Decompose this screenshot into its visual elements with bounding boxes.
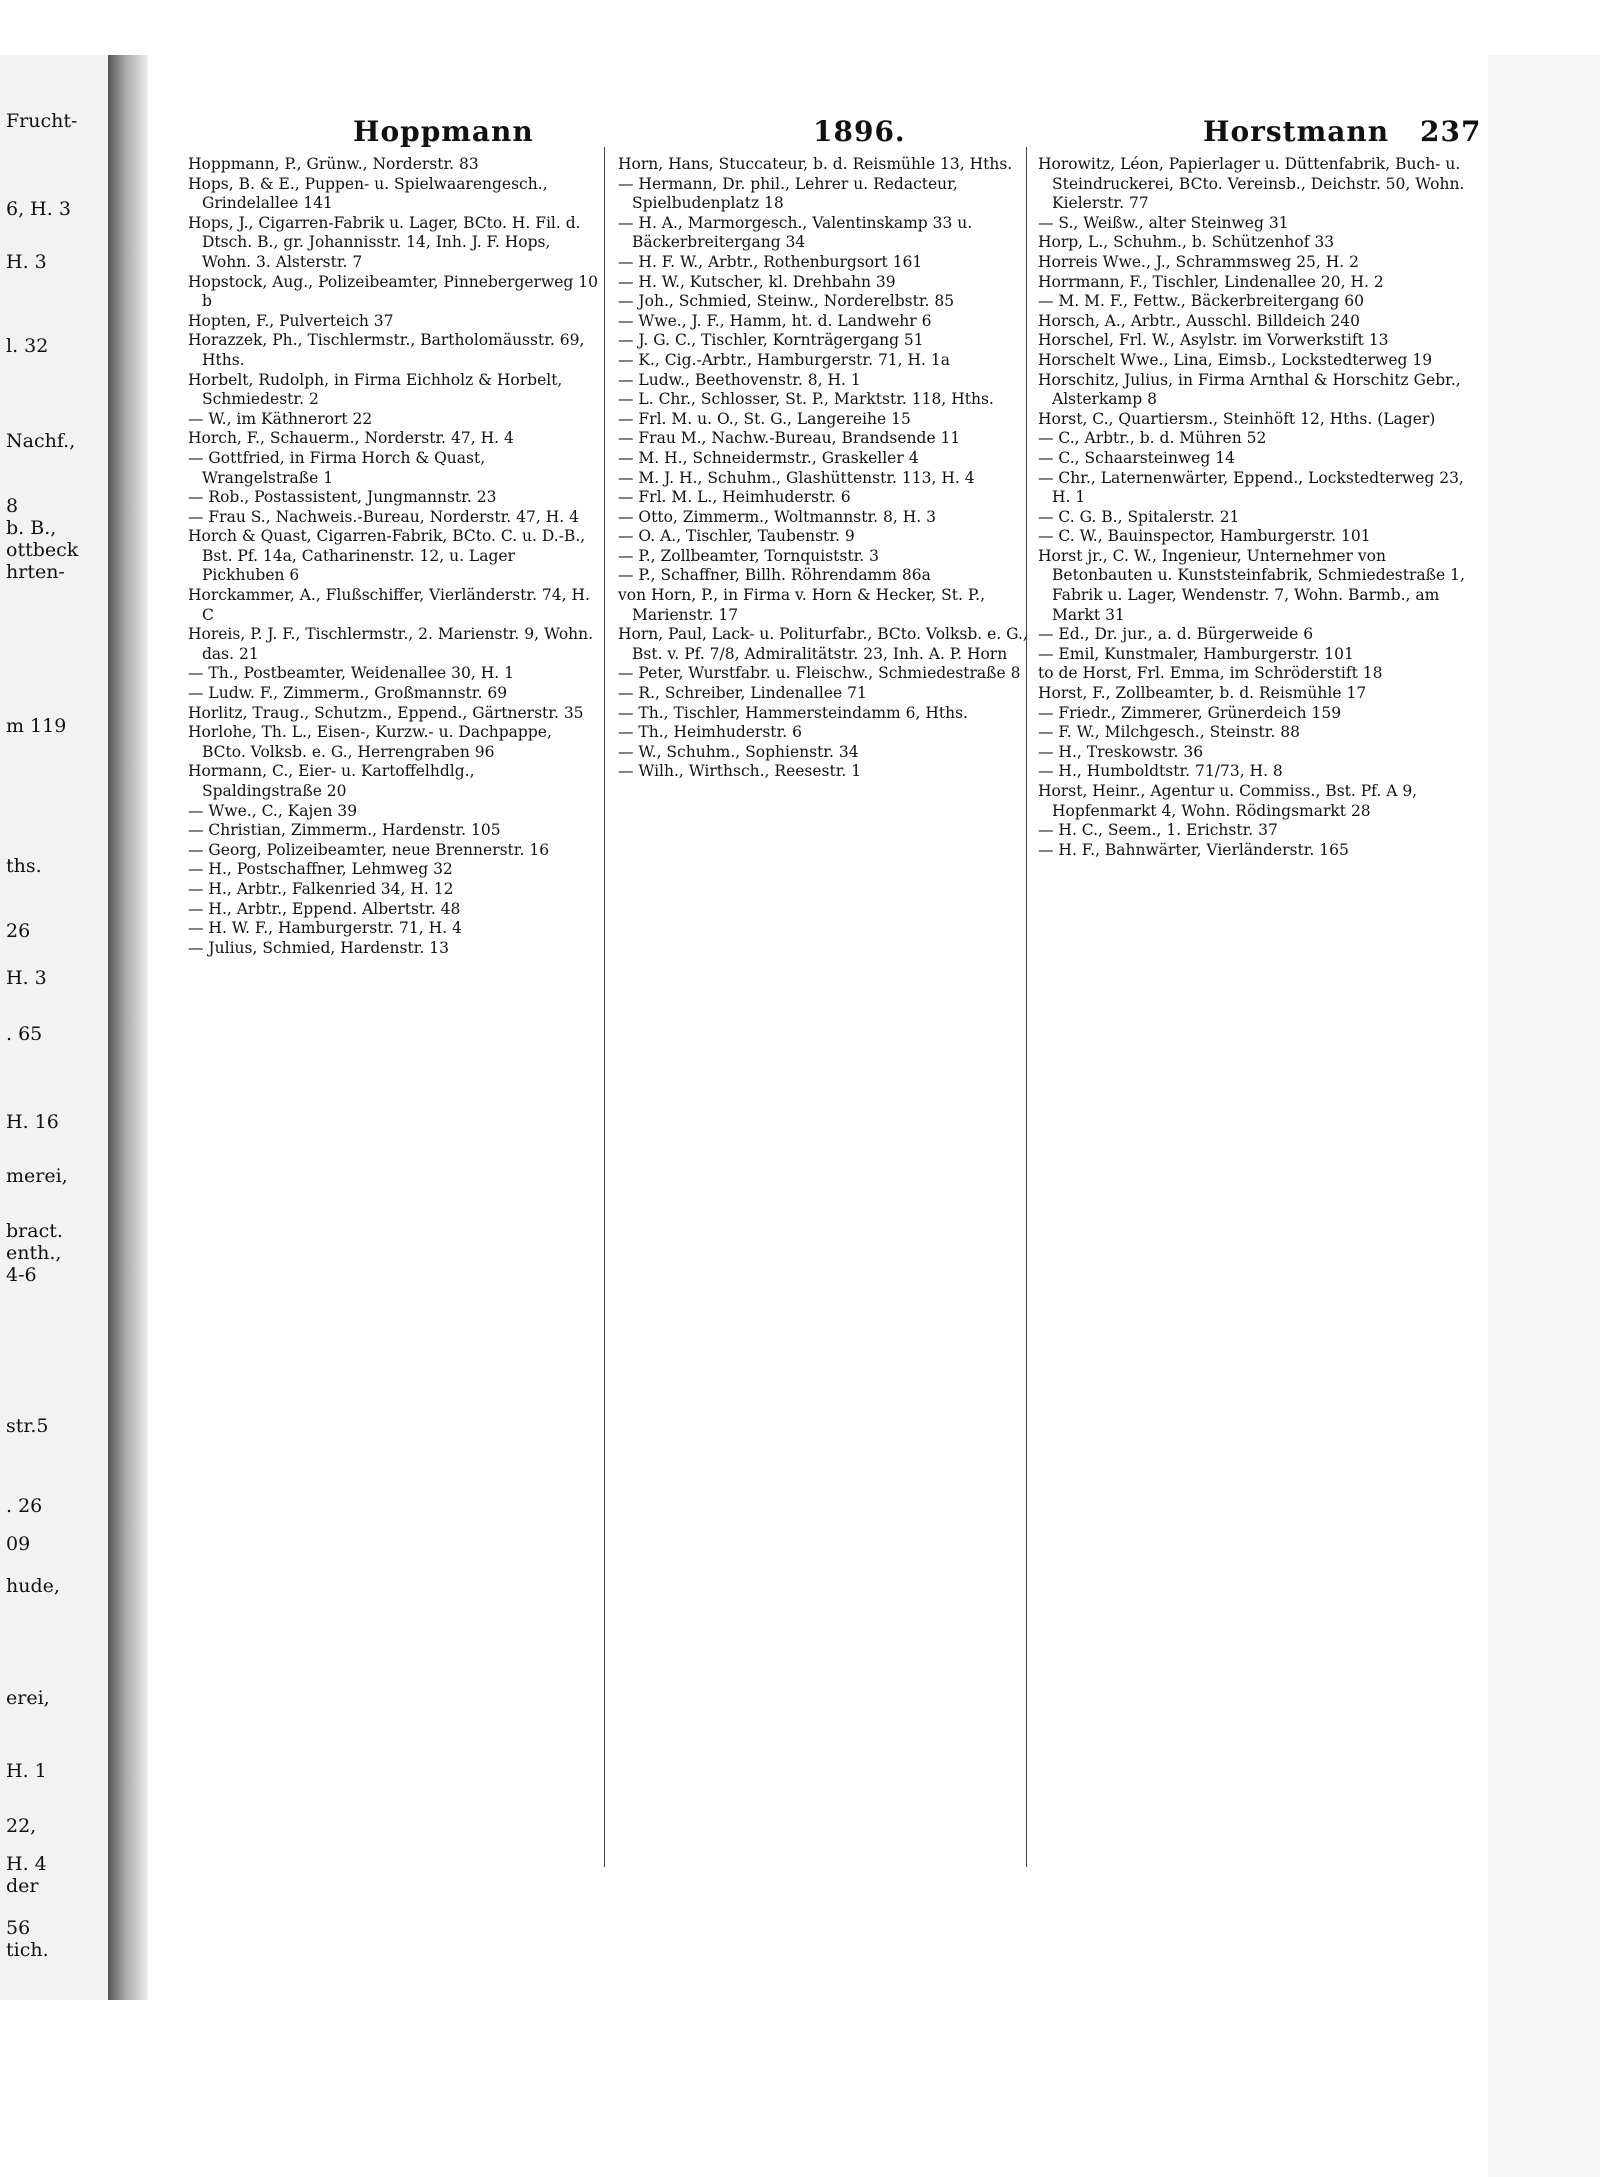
directory-entry: — K., Cig.-Arbtr., Hamburgerstr. 71, H. 1a [618, 350, 951, 369]
directory-entry: Horschel, Frl. W., Asylstr. im Vorwerkstift 13 [1038, 331, 1389, 350]
directory-entry: Hops, B. & E., Puppen- u. Spielwaarengesch., Grindelallee 141 [188, 174, 548, 213]
directory-entry: — H., Postschaffner, Lehmweg 32 [188, 860, 453, 879]
directory-entry: — Frl. M. L., Heimhuderstr. 6 [618, 488, 851, 507]
left-page-edge [0, 55, 111, 2000]
directory-entry: — H., Arbtr., Falkenried 34, H. 12 [188, 879, 454, 898]
directory-entry: — H. A., Marmorgesch., Valentinskamp 33 u. Bäckerbreitergang 34 [618, 213, 973, 252]
left-page-fragment: H. 4 [6, 1853, 47, 1875]
directory-entry: — Wilh., Wirthsch., Reesestr. 1 [618, 762, 862, 781]
directory-entry: — C., Schaarsteinweg 14 [1038, 448, 1235, 467]
left-page-fragment: H. 1 [6, 1760, 47, 1782]
directory-entry: — Otto, Zimmerm., Woltmannstr. 8, H. 3 [618, 507, 936, 526]
directory-column [1038, 155, 1470, 1935]
directory-entry: — W., im Käthnerort 22 [188, 409, 373, 428]
directory-entry: — Peter, Wurstfabr. u. Fleischw., Schmiedestraße 8 [618, 664, 1021, 683]
directory-entry: — Friedr., Zimmerer, Grünerdeich 159 [1038, 703, 1342, 722]
left-page-fragment: tich. [6, 1939, 49, 1961]
directory-entry: von Horn, P., in Firma v. Horn & Hecker, St. P., Marienstr. 17 [618, 586, 986, 624]
directory-entry: — C., Arbtr., b. d. Mühren 52 [1038, 429, 1267, 448]
left-page-fragment: H. 3 [6, 967, 47, 989]
directory-entry: Horch & Quast, Cigarren-Fabrik, BCto. C. u. D.-B., Bst. Pf. 14a, Catharinenstr. 12, u. Lager Pickhuben 6 [188, 527, 586, 585]
directory-entry: — Chr., Laternenwärter, Eppend., Lockstedterweg 23, H. 1 [1038, 468, 1464, 507]
directory-entry: — H. W., Kutscher, kl. Drehbahn 39 [618, 272, 896, 291]
book-spine-shadow [108, 55, 148, 2000]
directory-entry: — M. J. H., Schuhm., Glashüttenstr. 113, H. 4 [618, 468, 975, 487]
directory-entry: — Gottfried, in Firma Horch & Quast, Wrangelstraße 1 [188, 448, 486, 487]
directory-entry: Hoppmann, P., Grünw., Norderstr. 83 [188, 155, 479, 173]
directory-entry: Horeis, P. J. F., Tischlermstr., 2. Marienstr. 9, Wohn. das. 21 [188, 625, 594, 663]
directory-column [618, 155, 1028, 1935]
directory-entry: Hops, J., Cigarren-Fabrik u. Lager, BCto. H. Fil. d. Dtsch. B., gr. Johannisstr. 14, Inh. J. F. Hops, Wohn. 3. Alsterstr. 7 [188, 213, 581, 271]
directory-entry: — M. M. F., Fettw., Bäckerbreitergang 60 [1038, 292, 1365, 311]
directory-entry: — Julius, Schmied, Hardenstr. 13 [188, 938, 449, 957]
directory-entry: — H. F. W., Arbtr., Rothenburgsort 161 [618, 252, 923, 271]
directory-entry: Horrmann, F., Tischler, Lindenallee 20, H. 2 [1038, 272, 1384, 291]
directory-entry: — Rob., Postassistent, Jungmannstr. 23 [188, 488, 497, 507]
directory-entry: — Ludw. F., Zimmerm., Großmannstr. 69 [188, 684, 508, 703]
directory-entry: Horschelt Wwe., Lina, Eimsb., Lockstedterweg 19 [1038, 350, 1433, 369]
directory-entry: — H., Treskowstr. 36 [1038, 742, 1204, 761]
directory-entry: Horn, Paul, Lack- u. Politurfabr., BCto. Volksb. e. G., Bst. v. Pf. 7/8, Admiralitätstr. 23, Inh. A. P. Horn [618, 625, 1028, 663]
directory-entry: — R., Schreiber, Lindenallee 71 [618, 684, 867, 703]
left-page-fragment: 6, H. 3 [6, 198, 71, 220]
directory-entry: — H. C., Seem., 1. Erichstr. 37 [1038, 821, 1278, 840]
directory-entry: Horowitz, Léon, Papierlager u. Düttenfabrik, Buch- u. Steindruckerei, BCto. Vereinsb., Deichstr. 50, Wohn. Kielerstr. 77 [1038, 155, 1465, 213]
directory-entry: Horreis Wwe., J., Schrammsweg 25, H. 2 [1038, 252, 1360, 271]
page-number: 237 [1420, 115, 1482, 148]
left-page-fragment: 8 [6, 495, 19, 517]
left-page-fragment: l. 32 [6, 335, 49, 357]
directory-entry: — W., Schuhm., Sophienstr. 34 [618, 742, 859, 761]
left-page-fragment: str.5 [6, 1415, 49, 1437]
left-page-fragment: 09 [6, 1533, 31, 1555]
directory-entry: — Hermann, Dr. phil., Lehrer u. Redacteur, Spielbudenplatz 18 [618, 174, 958, 213]
left-page-fragment: m 119 [6, 715, 67, 737]
directory-entry: — H., Humboldtstr. 71/73, H. 8 [1038, 762, 1283, 781]
directory-entry: Horn, Hans, Stuccateur, b. d. Reismühle 13, Hths. [618, 155, 1013, 173]
directory-entry: Horlohe, Th. L., Eisen-, Kurzw.- u. Dachpappe, BCto. Volksb. e. G., Herrengraben 96 [188, 723, 552, 761]
directory-entry: — Th., Tischler, Hammersteindamm 6, Hths. [618, 703, 968, 722]
directory-entry: Horbelt, Rudolph, in Firma Eichholz & Horbelt, Schmiedestr. 2 [188, 370, 563, 409]
left-page-fragment: . 26 [6, 1495, 43, 1517]
directory-entry: — H., Arbtr., Eppend. Albertstr. 48 [188, 899, 461, 918]
directory-entry: Horch, F., Schauerm., Norderstr. 47, H. 4 [188, 429, 514, 448]
directory-entry: — Wwe., J. F., Hamm, ht. d. Landwehr 6 [618, 311, 932, 330]
left-page-fragment: merei, [6, 1165, 68, 1187]
directory-page [148, 55, 1488, 2000]
header-right-keyword: Horstmann [1203, 115, 1390, 148]
directory-entry: — Ed., Dr. jur., a. d. Bürgerweide 6 [1038, 625, 1314, 644]
directory-entry: — L. Chr., Schlosser, St. P., Marktstr. 118, Hths. [618, 390, 994, 409]
left-page-fragment: erei, [6, 1687, 50, 1709]
directory-entry: — Christian, Zimmerm., Hardenstr. 105 [188, 821, 501, 840]
left-page-fragment: . 65 [6, 1023, 43, 1045]
directory-entry: — P., Schaffner, Billh. Röhrendamm 86a [618, 566, 931, 585]
right-margin [1488, 55, 1600, 2177]
left-page-fragment: 4-6 [6, 1264, 37, 1286]
directory-entry: Horst, Heinr., Agentur u. Commiss., Bst. Pf. A 9, Hopfenmarkt 4, Wohn. Rödingsmarkt 28 [1038, 782, 1418, 820]
directory-entry: — M. H., Schneidermstr., Graskeller 4 [618, 448, 919, 467]
left-page-fragment: H. 3 [6, 251, 47, 273]
directory-entry: — C. W., Bauinspector, Hamburgerstr. 101 [1038, 527, 1371, 546]
directory-column [188, 155, 598, 1935]
left-page-fragment: enth., [6, 1242, 62, 1264]
directory-entry: to de Horst, Frl. Emma, im Schröderstift 18 [1038, 664, 1383, 683]
directory-entry: Horschitz, Julius, in Firma Arnthal & Horschitz Gebr., Alsterkamp 8 [1038, 370, 1461, 409]
directory-entry: Horazzek, Ph., Tischlermstr., Bartholomäusstr. 69, Hths. [188, 331, 585, 369]
directory-entry: Horst, C., Quartiersm., Steinhöft 12, Hths. (Lager) [1038, 409, 1436, 428]
directory-entry: — Wwe., C., Kajen 39 [188, 801, 358, 820]
directory-entry: Horst, F., Zollbeamter, b. d. Reismühle 17 [1038, 684, 1367, 703]
left-page-fragment: 22, [6, 1815, 37, 1837]
directory-entry: — Joh., Schmied, Steinw., Norderelbstr. 85 [618, 292, 955, 311]
left-page-fragment: Nachf., [6, 430, 76, 452]
left-page-fragment: bract. [6, 1220, 63, 1242]
directory-entry: — Th., Heimhuderstr. 6 [618, 723, 802, 742]
directory-entry: Hopstock, Aug., Polizeibeamter, Pinnebergerweg 10 b [188, 272, 598, 311]
directory-entry: Horlitz, Traug., Schutzm., Eppend., Gärtnerstr. 35 [188, 703, 584, 722]
directory-entry: Horst jr., C. W., Ingenieur, Unternehmer von Betonbauten u. Kunststeinfabrik, Schmiedestraße 1, Fabrik u. Lager, Wendenstr. 7, Wohn. Barmb., am Markt 31 [1038, 546, 1465, 624]
directory-entry: — Frau M., Nachw.-Bureau, Brandsende 11 [618, 429, 961, 448]
directory-entry: — Th., Postbeamter, Weidenallee 30, H. 1 [188, 664, 514, 683]
directory-entry: — Georg, Polizeibeamter, neue Brennerstr. 16 [188, 840, 550, 859]
directory-entry: Horckammer, A., Flußschiffer, Vierländerstr. 74, H. C [188, 586, 590, 624]
left-page-fragment: H. 16 [6, 1111, 59, 1133]
left-page-fragment: Frucht- [6, 110, 78, 132]
left-page-fragment: ottbeck [6, 539, 79, 561]
left-page-fragment: ths. [6, 855, 42, 877]
page-header [188, 115, 1482, 155]
directory-entry: — O. A., Tischler, Taubenstr. 9 [618, 527, 855, 546]
left-page-fragment: der [6, 1875, 39, 1897]
directory-entry: — Emil, Kunstmaler, Hamburgerstr. 101 [1038, 644, 1354, 663]
column-divider [604, 147, 605, 1867]
directory-entry: — F. W., Milchgesch., Steinstr. 88 [1038, 723, 1300, 742]
left-page-fragment: hrten- [6, 561, 65, 583]
directory-entry: — H. F., Bahnwärter, Vierländerstr. 165 [1038, 840, 1349, 859]
directory-entry: — P., Zollbeamter, Tornquiststr. 3 [618, 546, 880, 565]
directory-entry: — S., Weißw., alter Steinweg 31 [1038, 213, 1289, 232]
directory-entry: — Frl. M. u. O., St. G., Langereihe 15 [618, 409, 911, 428]
directory-entry: — Ludw., Beethovenstr. 8, H. 1 [618, 370, 861, 389]
directory-entry: — H. W. F., Hamburgerstr. 71, H. 4 [188, 919, 462, 938]
directory-entry: — Frau S., Nachweis.-Bureau, Norderstr. 47, H. 4 [188, 507, 579, 526]
directory-entry: Horsch, A., Arbtr., Ausschl. Billdeich 240 [1038, 311, 1360, 330]
left-page-fragment: b. B., [6, 517, 57, 539]
left-page-fragment: 26 [6, 920, 31, 942]
header-left-keyword: Hoppmann [353, 115, 534, 148]
directory-entry: Horp, L., Schuhm., b. Schützenhof 33 [1038, 233, 1335, 252]
header-year: 1896. [813, 115, 906, 148]
left-page-fragment: 56 [6, 1917, 31, 1939]
left-page-fragment: hude, [6, 1575, 60, 1597]
directory-entry: — J. G. C., Tischler, Kornträgergang 51 [618, 331, 924, 350]
directory-entry: Hormann, C., Eier- u. Kartoffelhdlg., Spaldingstraße 20 [188, 762, 475, 800]
directory-entry: — C. G. B., Spitalerstr. 21 [1038, 507, 1240, 526]
directory-entry: Hopten, F., Pulverteich 37 [188, 311, 394, 330]
